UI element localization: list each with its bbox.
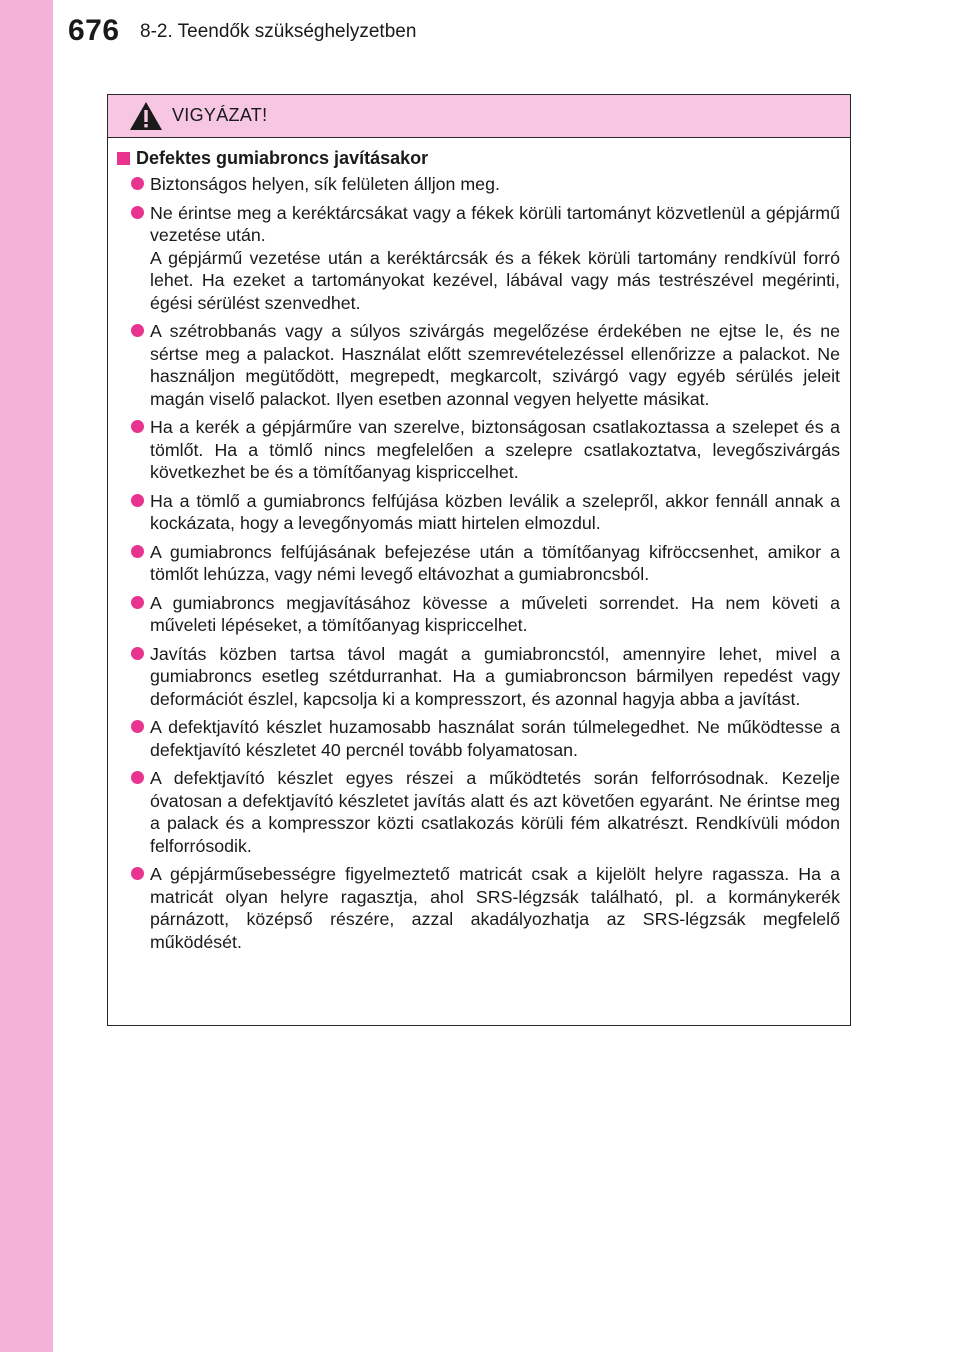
list-item-text: Ha a tömlő a gumiabroncs felfújása közben leválik a szelepről, akkor fennáll annak a kockázata, hogy a levegőnyomás miatt hirtelen elmozdul. — [150, 490, 840, 533]
list-item-text: Ne érintse meg a keréktárcsákat vagy a fékek körüli tartományt közvetlenül a gépjármű vezetése után. — [150, 202, 840, 245]
bullet-dot-icon — [131, 545, 144, 558]
bullet-dot-icon — [131, 647, 144, 660]
warning-subheading — [117, 148, 840, 169]
bullet-dot-icon — [131, 324, 144, 337]
warning-triangle-icon — [129, 101, 163, 131]
list-item — [117, 173, 840, 196]
list-item-text: A szétrobbanás vagy a súlyos szivárgás megelőzése érdekében ne ejtse le, és ne sértse meg a palackot. Használat előtt szemrevételezéssel ellenőrizze a palackot. Ne használjon megütődött, megrepedt, megkarcolt, szivárgó vagy egyéb sérülés jeleit magán viselő palackot. Ilyen esetben azonnal vegyen helyette másikat. — [150, 321, 840, 409]
list-item — [117, 416, 840, 484]
list-item — [117, 320, 840, 410]
chapter-side-bar — [0, 0, 53, 1352]
bullet-dot-icon — [131, 206, 144, 219]
list-item-text: Javítás közben tartsa távol magát a gumiabroncstól, amennyire lehet, mivel a gumiabroncs esetleg szétdurranhat. Ha a gumiabroncson bármilyen repedést vagy deformációt észlel, kapcsolja ki a kompresszort, és azonnal hagyja abba a javítást. — [150, 643, 840, 709]
list-item-text: A defektjavító készlet huzamosabb használat során túlmelegedhet. Ne működtesse a defektjavító készletet 40 percnél tovább folyamatosan. — [150, 717, 840, 760]
page-number: 676 — [68, 14, 120, 47]
warning-body — [108, 138, 850, 953]
bullet-dot-icon — [131, 771, 144, 784]
list-item-text: Ha a kerék a gépjárműre van szerelve, biztonságosan csatlakoztassa a szelepet és a tömlőt. Ha a tömlő nincs megfelelően a szelepre csatlakoztatva, levegőszivárgás következhet be és a tömítőanyag kispriccelhet. — [150, 417, 840, 482]
warning-box — [107, 94, 851, 1026]
list-item-text: A gumiabroncs felfújásának befejezése után a tömítőanyag kifröccsenhet, amikor a tömlőt lehúzza, vagy némi levegő eltávozhat a gumiabroncsból. — [150, 541, 840, 584]
list-item — [117, 643, 840, 711]
bullet-dot-icon — [131, 420, 144, 433]
warning-label: VIGYÁZAT! — [172, 105, 268, 125]
warning-subheading-text: Defektes gumiabroncs javításakor — [136, 148, 429, 168]
list-item — [117, 716, 840, 761]
list-item-text: A defektjavító készlet egyes részei a működtetés során felforrósodnak. Kezelje óvatosan a defektjavító készletet javítás alatt és azt követően egyaránt. Ne érintse meg a palack és a kompresszor közti csatlakozás körüli fém alkatrészt. Rendkívüli módon felforrósodik. — [150, 768, 840, 856]
bullet-dot-icon — [131, 177, 144, 190]
list-item-text: A gépjárműsebességre figyelmeztető matricát csak a kijelölt helyre ragassza. Ha a matricát olyan helyre ragasztja, ahol SRS-légzsák található, pl. a kormánykerék párnázott, középső részére, azzal akadályozhatja az SRS-légzsák megfelelő működését. — [150, 864, 840, 952]
list-item-text: A gumiabroncs megjavításához kövesse a műveleti sorrendet. Ha nem követi a műveleti lépéseket, a tömítőanyag kispriccelhet. — [150, 592, 840, 635]
square-bullet-icon — [117, 152, 130, 165]
list-item — [117, 767, 840, 857]
bullet-dot-icon — [131, 720, 144, 733]
list-item — [117, 541, 840, 586]
list-item-text: A gépjármű vezetése után a keréktárcsák és a fékek körüli tartomány rendkívül forró lehet. Ha ezeket a tartományokat kezével, lábával vagy más testrészével megérinti, égési sérülést szenvedhet. — [150, 247, 840, 313]
section-title: 8-2. Teendők szükséghelyzetben — [140, 21, 417, 42]
list-item — [117, 490, 840, 535]
list-item — [117, 863, 840, 953]
list-item — [117, 202, 840, 315]
list-item — [117, 592, 840, 637]
bullet-dot-icon — [131, 494, 144, 507]
warning-list — [117, 173, 840, 953]
warning-header — [108, 95, 850, 138]
bullet-dot-icon — [131, 596, 144, 609]
bullet-dot-icon — [131, 867, 144, 880]
list-item-text: Biztonságos helyen, sík felületen álljon meg. — [150, 174, 500, 194]
